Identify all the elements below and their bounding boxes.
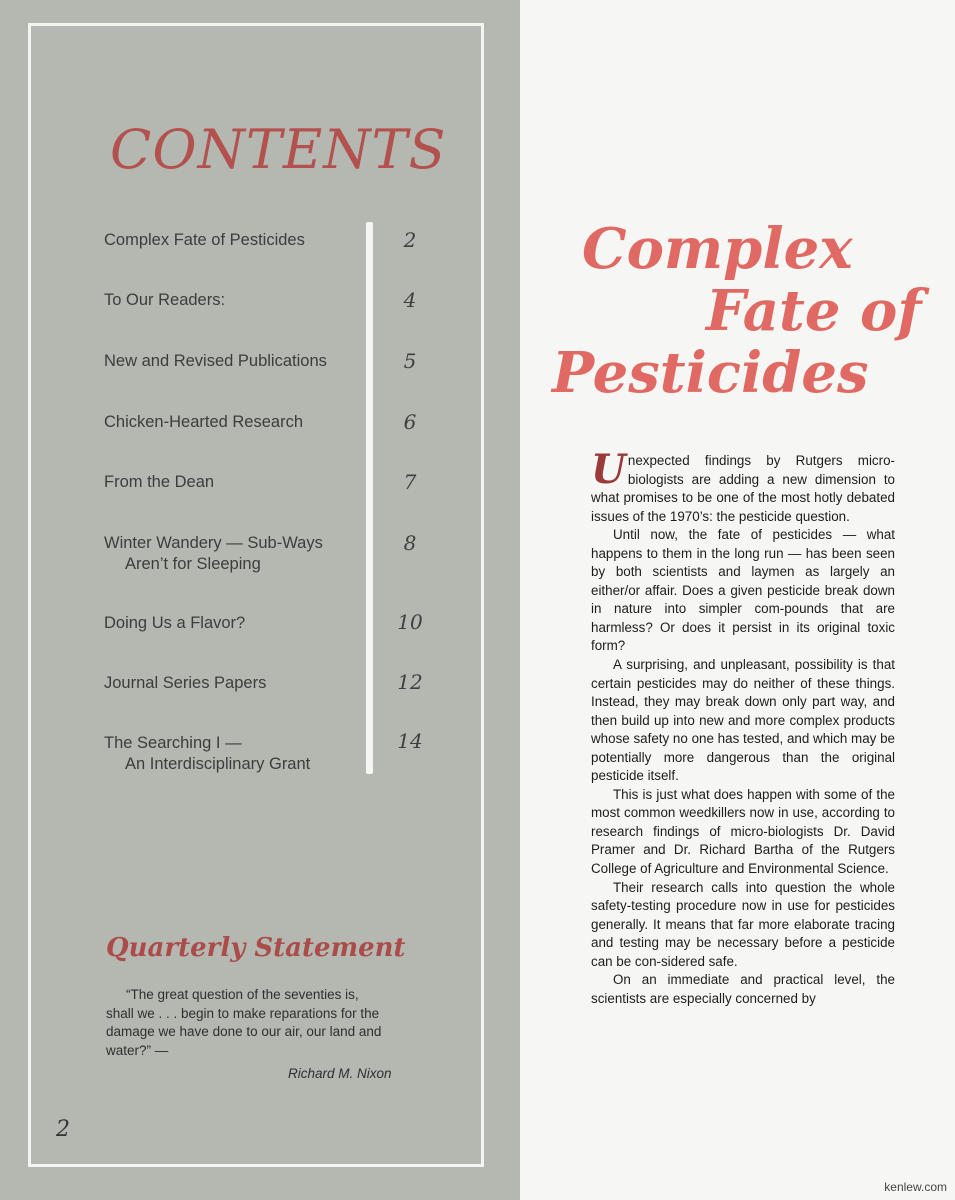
toc-entry-title: Doing Us a Flavor? (104, 614, 246, 632)
article-paragraph: A surprising, and unpleasant, possibility is that certain pesticides may do neither of these things. Instead, they may break down only part way, and then build up into new and more complex products whose safety no one has tested, and which may be potentially more dangerous than the original pesticide itself. (591, 657, 895, 784)
toc-entry[interactable] (104, 472, 364, 493)
toc-entry-title: Winter Wandery — Sub-Ways (104, 534, 323, 552)
toc-entry-title: The Searching I — (104, 734, 242, 752)
toc-page-number: 6 (403, 410, 417, 434)
article-body (591, 446, 895, 1008)
paragraph-text: nexpected findings by Rutgers micro-biologists are adding a new dimension to what promises to be one of the most hotly debated issues of the 1970’s: the pesticide question. (591, 453, 895, 524)
toc-entry-title-continued: Aren’t for Sleeping (125, 555, 261, 573)
toc-entry[interactable] (104, 230, 364, 251)
article-paragraph: Until now, the fate of pesticides — what happens to them in the long run — has been seen by both scientists and laymen as largely an either/or affair. Does a given pesticide break down in nature into simpler com-pounds that are harmless? Or does it persist in its original toxic form? (591, 527, 895, 654)
toc-page-number: 4 (403, 288, 417, 312)
toc-page-number: 8 (403, 531, 417, 555)
page-number: 2 (56, 1117, 70, 1142)
article-paragraph (591, 446, 895, 526)
toc-entry-title: Complex Fate of Pesticides (104, 231, 305, 249)
toc-entry[interactable] (104, 533, 364, 575)
toc-page-number: 10 (397, 610, 423, 634)
article-title-line: Pesticides (552, 340, 869, 406)
toc-page-number: 7 (403, 470, 417, 494)
toc-entry[interactable] (104, 613, 364, 634)
toc-page-number: 14 (397, 729, 423, 753)
watermark: kenlew.com (884, 1180, 947, 1194)
toc-divider (366, 222, 373, 774)
toc-entry-title: Chicken-Hearted Research (104, 413, 304, 431)
article-title-line: Fate of (706, 278, 922, 344)
quote-first-line: “The great question of the seventies is, (126, 987, 359, 1002)
toc-entry-title: From the Dean (104, 473, 215, 491)
toc-page-number: 12 (397, 670, 423, 694)
toc-entry[interactable] (104, 290, 364, 311)
article-title-line: Complex (582, 216, 853, 282)
toc-page-number: 5 (403, 349, 417, 373)
toc-entry[interactable] (104, 351, 364, 372)
toc-entry[interactable] (104, 412, 364, 433)
drop-cap: U (591, 446, 626, 493)
toc-entry-title: Journal Series Papers (104, 674, 267, 692)
contents-heading: CONTENTS (110, 118, 447, 181)
toc-entry[interactable] (104, 673, 364, 694)
toc-entry-title-continued: An Interdisciplinary Grant (125, 755, 311, 773)
quote-text: shall we . . . begin to make reparations for the damage we have done to our air, our land and water?” — (106, 1005, 382, 1058)
article-paragraph: This is just what does happen with some of the most common weedkillers now in use, according to research findings of micro-biologists Dr. David Pramer and Dr. Richard Bartha of the Rutgers College of Agriculture and Environmental Science. (591, 786, 895, 877)
toc-entry-title: To Our Readers: (104, 291, 226, 309)
toc-entry[interactable] (104, 733, 364, 775)
toc-entry-title: New and Revised Publications (104, 352, 327, 370)
quote-block (106, 986, 412, 1060)
article-paragraph: On an immediate and practical level, the scientists are especially concerned by (591, 972, 895, 1006)
article-paragraph: Their research calls into question the whole safety-testing procedure now in use for pesticides generally. It means that far more elaborate tracing and testing may be necessary before a pesticide can be con-sidered safe. (591, 879, 895, 969)
toc-page-number: 2 (403, 228, 417, 252)
quote-attribution: Richard M. Nixon (288, 1066, 392, 1081)
article-title (552, 218, 952, 404)
quarterly-statement-heading: Quarterly Statement (106, 933, 406, 963)
